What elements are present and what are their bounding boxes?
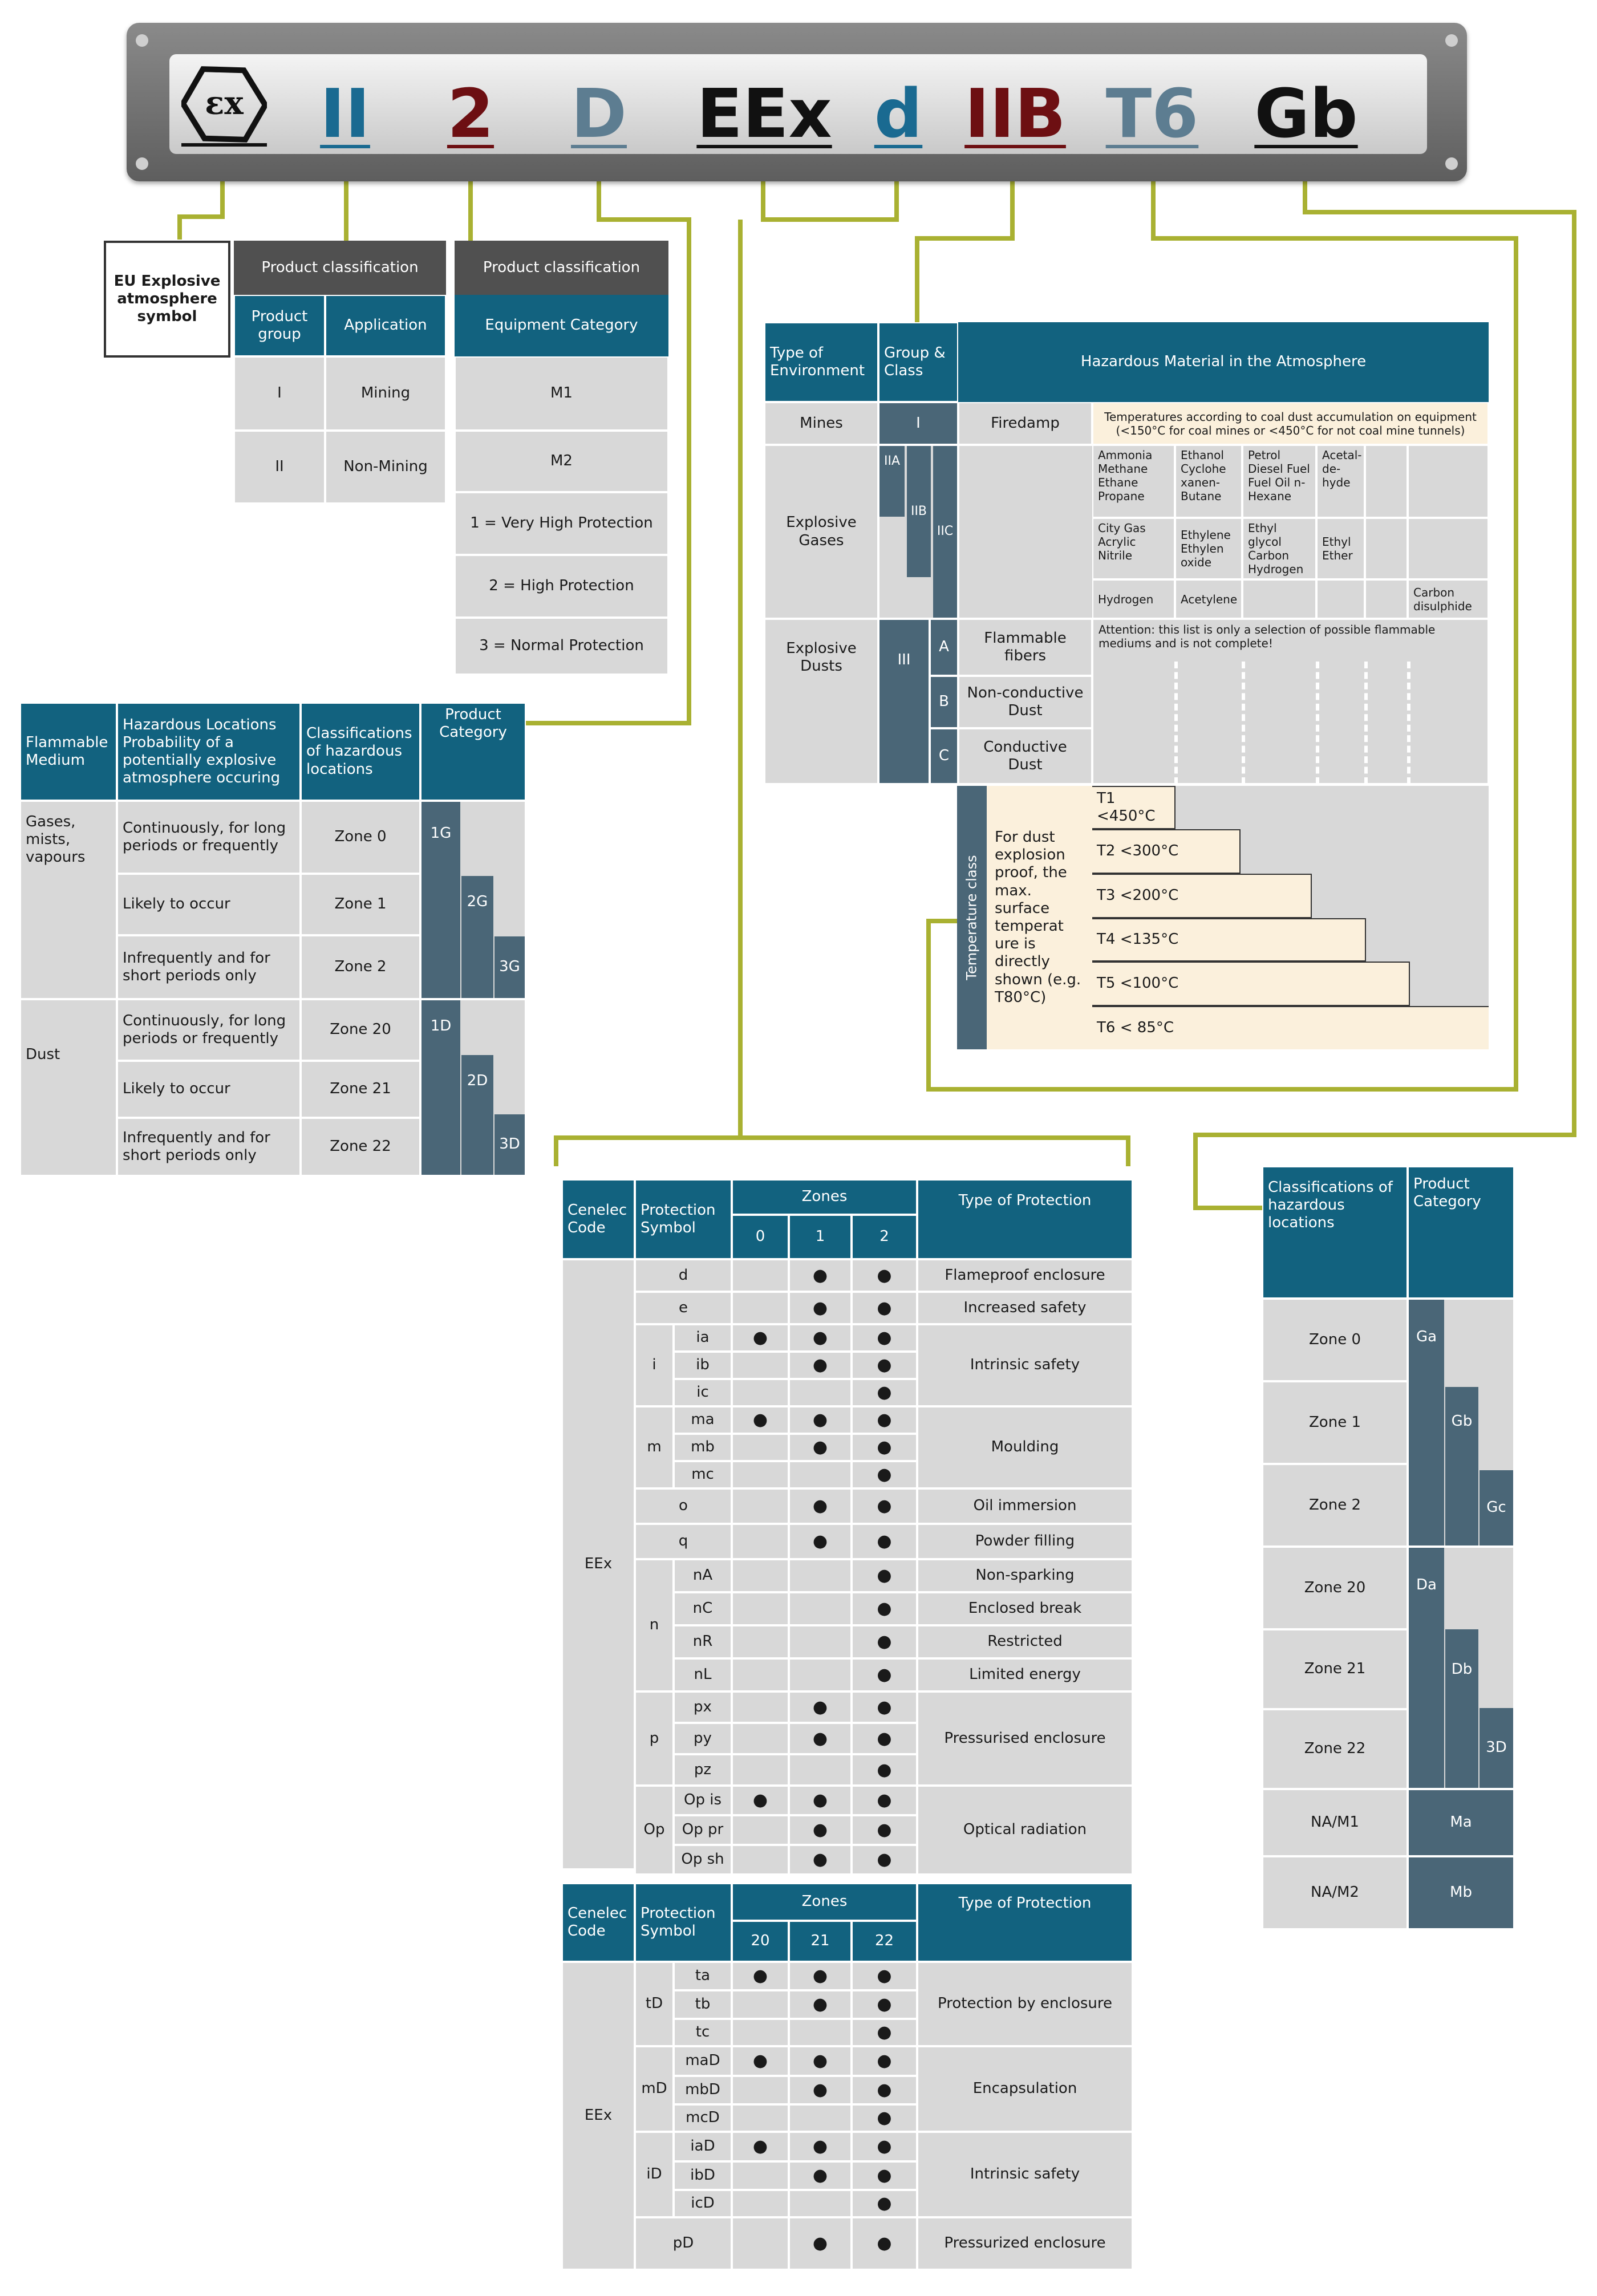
protection-type: Non-sparking [917,1559,1133,1592]
gas-empty-cell [1365,579,1408,619]
protection-type: Increased safety [917,1292,1133,1324]
zone-dot: ● [852,1406,917,1434]
epl-level-ga: Ga [1409,1300,1444,1545]
equipment-category-row: 1 = Very High Protection [455,492,668,555]
zone-dot: ● [852,1488,917,1524]
temperature-class-t3: T3 <200°C [1092,874,1312,918]
epl-zone: Zone 2 [1262,1464,1408,1547]
equipment-category-row: 2 = High Protection [455,555,668,618]
epl-zone: Zone 21 [1262,1629,1408,1709]
zone-dot: ● [852,2104,917,2132]
gas-iia-substance: Petrol Diesel Fuel Fuel Oil n-Hexane [1242,445,1316,518]
equipment-category-row: M1 [455,356,668,431]
pg-cenelec-code: EEx [562,1259,635,1869]
pd-header-zones: Zones [732,1883,917,1921]
zone-dot: ● [789,1691,852,1723]
zone-empty [732,1625,789,1658]
gas-temperature-note: Temperatures according to coal dust accumulation on equipment (<150°C for coal mines or <450°C for not coal mine tunnels) [1092,402,1489,445]
zone-dot: ● [732,1962,789,1990]
screw-icon [136,34,148,47]
zone-empty [789,2104,852,2132]
zone-dot: ● [852,1352,917,1379]
protection-symbol: ib [674,1352,732,1379]
epl-header-classification: Classifications of hazardous locations [1262,1166,1408,1299]
zone-empty [732,1691,789,1723]
epl-level-3d: 3D [1480,1708,1513,1788]
gas-header-material: Hazardous Material in the Atmosphere [958,322,1489,402]
zone-dot: ● [852,1845,917,1875]
dust-group-iii: III [878,619,930,784]
gas-empty-cell [1365,445,1408,518]
epl-zone: Zone 20 [1262,1547,1408,1629]
protection-group: m [635,1406,674,1488]
zones-row-probability: Continuously, for long periods or frequently [117,999,301,1061]
protection-type: Intrinsic safety [917,1324,1133,1406]
zone-dot: ● [789,1352,852,1379]
pd-header-zone-21: 21 [789,1921,852,1962]
epl-level-mb: Mb [1408,1856,1514,1929]
zone-empty [732,1815,789,1845]
epl-zone: NA/M1 [1262,1789,1408,1856]
protection-symbol: py [674,1723,732,1754]
epl-zone: NA/M2 [1262,1856,1408,1929]
protection-group: mD [635,2046,674,2132]
equipment-category-header: Equipment Category [455,295,668,356]
zone-empty [732,1434,789,1461]
protection-type: Oil immersion [917,1488,1133,1524]
zones-row-zone: Zone 22 [301,1118,420,1176]
protection-group: n [635,1559,674,1691]
protection-group: p [635,1691,674,1786]
zone-dot: ● [852,1691,917,1723]
gas-group-iib: IIB [907,446,931,577]
zone-empty [732,1990,789,2019]
zone-dot: ● [789,2161,852,2190]
marking-code-category: 2 [447,74,494,153]
pg-header-zone-1: 1 [789,1215,852,1259]
zone-empty [732,1524,789,1559]
protection-symbol: q [635,1524,732,1559]
zone-empty [732,1292,789,1324]
zone-dot: ● [852,1292,917,1324]
zone-dot: ● [852,1990,917,2019]
epl-level-db: Db [1445,1629,1478,1788]
zones-row-zone: Zone 21 [301,1061,420,1118]
zone-dot: ● [789,1434,852,1461]
gas-mines-group: I [878,402,958,445]
pg-header-zones: Zones [732,1179,917,1215]
zones-row-zone: Zone 0 [301,801,420,874]
protection-type: Limited energy [917,1658,1133,1691]
zone-dot: ● [789,2217,852,2270]
zone-dot: ● [852,1658,917,1691]
pd-cenelec-code: EEx [562,1962,635,2270]
dashed-divider [1364,662,1368,784]
zone-dot: ● [852,2076,917,2104]
protection-type: Optical radiation [917,1786,1133,1875]
protection-symbol: tc [674,2019,732,2046]
zone-dot: ● [789,1524,852,1559]
marking-code-gas-group: IIB [964,74,1066,153]
zone-dot: ● [852,1962,917,1990]
temperature-class-t1: T1 <450°C [1092,786,1176,829]
gas-header-group: Group & Class [878,322,958,402]
eu-symbol-label: EU Explosive atmosphere symbol [104,241,230,358]
marking-code-temp-class: T6 [1105,74,1199,153]
zone-dot: ● [789,1962,852,1990]
temperature-class-t4: T4 <135°C [1092,918,1366,962]
protection-type: Intrinsic safety [917,2132,1133,2217]
temperature-class-t6: T6 < 85°C [1092,1006,1489,1049]
zones-row-probability: Infrequently and for short periods only [117,1118,301,1176]
zone-empty [732,1379,789,1406]
dust-class-name: Non-conductive Dust [958,676,1092,728]
category-2g: 2G [461,876,493,998]
pd-header-symbol: Protection Symbol [635,1883,732,1962]
zone-dot: ● [852,2161,917,2190]
zone-dot: ● [852,1815,917,1845]
pg-header-type: Type of Protection [917,1179,1133,1259]
zone-dot: ● [852,2132,917,2161]
zone-empty [732,1845,789,1875]
zone-dot: ● [789,1815,852,1845]
zone-empty [732,1488,789,1524]
zones-row-zone: Zone 2 [301,935,420,999]
protection-group: Op [635,1786,674,1875]
protection-group: iD [635,2132,674,2217]
zone-empty [732,1754,789,1786]
marking-code-epl: Gb [1254,74,1358,153]
zone-empty [789,2190,852,2217]
temperature-class-t5: T5 <100°C [1092,962,1410,1006]
temperature-class-bar [957,786,987,1049]
equipment-category-row: 3 = Normal Protection [455,618,668,675]
protection-symbol: nR [674,1625,732,1658]
zone-dot: ● [789,1786,852,1815]
zone-dot: ● [789,1259,852,1292]
zone-dot: ● [852,1625,917,1658]
zone-dot: ● [852,1559,917,1592]
protection-symbol: mbD [674,2076,732,2104]
marking-code-eex: EEx [696,74,832,153]
category-1d: 1D [421,1000,460,1175]
zone-empty [789,1658,852,1691]
zones-header-probability: Hazardous Locations Probability of a potentially explosive atmosphere occuring [117,703,301,801]
protection-symbol: ma [674,1406,732,1434]
product-group-title: Product classification [234,241,446,295]
zone-empty [732,2019,789,2046]
protection-symbol: icD [674,2190,732,2217]
protection-symbol: Op is [674,1786,732,1815]
protection-symbol: mc [674,1461,732,1488]
epl-header-category: Product Category [1408,1166,1514,1299]
temperature-class-label: Temperature class [964,855,980,980]
zone-dot: ● [789,1488,852,1524]
zone-empty [732,1592,789,1625]
zone-dot: ● [789,1324,852,1352]
protection-type: Pressurised enclosure [917,1691,1133,1786]
zone-empty [732,2104,789,2132]
protection-symbol: Op pr [674,1815,732,1845]
dust-class-code: B [930,676,958,728]
gas-iib-substance: Ethylene Ethylen oxide [1175,518,1242,579]
temperature-class-t2: T2 <300°C [1092,829,1241,874]
product-group-row-1-application: Mining [325,356,446,431]
pg-header-zone-2: 2 [852,1215,917,1259]
pd-header-zone-22: 22 [852,1921,917,1962]
zone-dot: ● [852,1786,917,1815]
zone-dot: ● [789,2046,852,2076]
pd-header-zone-20: 20 [732,1921,789,1962]
zone-empty [732,2161,789,2190]
protection-symbol: ta [674,1962,732,1990]
temperature-class-note: For dust explosion proof, the max. surface temperat ure is directly shown (e.g. T80°C) [987,786,1092,1049]
zones-row-probability: Continuously, for long periods or frequently [117,801,301,874]
dashed-divider [1174,662,1178,784]
zone-dot: ● [789,1990,852,2019]
screw-icon [1445,157,1458,170]
zone-dot: ● [852,1259,917,1292]
zone-dot: ● [852,2217,917,2270]
gas-group-iia: IIA [879,446,905,517]
marking-code-atmosphere: D [571,74,627,153]
zone-dot: ● [789,1292,852,1324]
gas-empty-cell [1242,579,1316,619]
gas-mines-label: Mines [764,402,878,445]
zone-dot: ● [852,1524,917,1559]
protection-type: Flameproof enclosure [917,1259,1133,1292]
zone-empty [789,1754,852,1786]
product-group-row-2-application: Non-Mining [325,431,446,504]
zone-dot: ● [732,1324,789,1352]
zone-dot: ● [732,2132,789,2161]
category-1g: 1G [421,802,460,998]
zone-dot: ● [852,1723,917,1754]
gas-header-environment: Type of Environment [764,322,878,402]
gas-firedamp: Firedamp [958,402,1092,445]
zones-row-probability: Likely to occur [117,1061,301,1118]
dust-class-name: Flammable fibers [958,619,1092,676]
pd-header-type: Type of Protection [917,1883,1133,1962]
category-3d: 3D [494,1114,525,1175]
category-3g: 3G [494,936,525,998]
gas-explosive-dusts-label: Explosive Dusts [764,619,878,784]
zones-header-medium: Flammable Medium [20,703,117,801]
dust-class-code: C [930,728,958,784]
epl-zone: Zone 1 [1262,1381,1408,1464]
zone-empty [732,1352,789,1379]
equipment-category-row: M2 [455,431,668,492]
zone-empty [789,2019,852,2046]
zones-header-category: Product Category [420,703,526,801]
zone-dot: ● [852,1324,917,1352]
epl-zone: Zone 22 [1262,1709,1408,1789]
product-group-row-2-group: II [234,431,325,504]
zone-empty [789,1461,852,1488]
zone-empty [732,2190,789,2217]
protection-symbol: nL [674,1658,732,1691]
zone-dot: ● [852,2190,917,2217]
protection-symbol: e [635,1292,732,1324]
zone-dot: ● [852,1379,917,1406]
protection-group: tD [635,1962,674,2046]
gas-iic-substance: Carbon disulphide [1408,579,1489,619]
gas-explosive-gases-label: Explosive Gases [764,445,878,619]
zone-dot: ● [852,2046,917,2076]
gas-iia-substance: Ethanol Cyclohe xanen-Butane [1175,445,1242,518]
epl-level-gb: Gb [1445,1387,1478,1545]
zone-dot: ● [789,2076,852,2104]
gas-empty-cell [1365,518,1408,579]
zone-dot: ● [732,2046,789,2076]
protection-type: Moulding [917,1406,1133,1488]
protection-symbol: ia [674,1324,732,1352]
gas-iib-substance: Ethyl glycol Carbon Hydrogen [1242,518,1316,579]
marking-code-group: II [320,74,370,153]
category-2d: 2D [461,1055,493,1175]
svg-text:εx: εx [205,84,244,122]
dust-attention-note: Attention: this list is only a selection of possible flammable mediums and is not complete! [1099,623,1436,650]
zone-empty [789,1592,852,1625]
equipment-category-title: Product classification [455,241,668,295]
zones-medium-dust: Dust [20,999,117,1176]
gas-empty-cell [1316,579,1365,619]
zone-dot: ● [852,1592,917,1625]
zone-dot: ● [789,1845,852,1875]
product-group-row-1-group: I [234,356,325,431]
epl-level-gc: Gc [1480,1470,1513,1545]
protection-symbol: maD [674,2046,732,2076]
gas-iib-substance: City Gas Acrylic Nitrile [1092,518,1175,579]
protection-symbol: ibD [674,2161,732,2190]
gas-empty-cell [1408,445,1489,518]
zones-row-probability: Infrequently and for short periods only [117,935,301,999]
zone-empty [789,1379,852,1406]
zone-dot: ● [732,1406,789,1434]
pg-header-symbol: Protection Symbol [635,1179,732,1259]
protection-symbol: iaD [674,2132,732,2161]
zones-row-probability: Likely to occur [117,874,301,935]
dust-class-code: A [930,619,958,676]
zone-empty [732,1559,789,1592]
zone-dot: ● [732,1786,789,1815]
pg-header-zone-0: 0 [732,1215,789,1259]
protection-symbol: nC [674,1592,732,1625]
dashed-divider [1316,662,1319,784]
zone-empty [732,2076,789,2104]
zones-header-classification: Classifications of hazardous locations [301,703,420,801]
protection-type: Protection by enclosure [917,1962,1133,2046]
protection-symbol: mcD [674,2104,732,2132]
epl-level-da: Da [1409,1548,1444,1788]
marking-code-protection: d [874,74,923,153]
dashed-divider [1242,662,1245,784]
zones-row-zone: Zone 1 [301,874,420,935]
zone-empty [789,1559,852,1592]
zone-empty [732,2217,789,2270]
protection-symbol: d [635,1259,732,1292]
zone-dot: ● [789,1406,852,1434]
gas-iia-substance: Ammonia Methane Ethane Propane [1092,445,1175,518]
protection-type: Restricted [917,1625,1133,1658]
gas-iia-substance: Acetal-de-hyde [1316,445,1365,518]
zone-dot: ● [789,1723,852,1754]
protection-symbol: pD [635,2217,732,2270]
protection-symbol: Op sh [674,1845,732,1875]
zone-dot: ● [852,1754,917,1786]
gas-iib-substance: Ethyl Ether [1316,518,1365,579]
epl-zone: Zone 0 [1262,1299,1408,1381]
protection-symbol: pz [674,1754,732,1786]
protection-type: Enclosed break [917,1592,1133,1625]
screw-icon [1445,34,1458,47]
gas-empty-cell [1408,518,1489,579]
protection-symbol: tb [674,1990,732,2019]
gas-iic-substance: Hydrogen [1092,579,1175,619]
screw-icon [136,157,148,170]
zones-medium-gases: Gases, mists, vapours [20,801,117,999]
dashed-divider [1407,662,1410,784]
ex-hexagon-icon [181,62,267,147]
protection-symbol: nA [674,1559,732,1592]
gas-group-iic: IIC [933,446,957,618]
epl-level-ma: Ma [1408,1789,1514,1856]
product-group-col-application: Application [325,295,446,356]
zone-dot: ● [852,2019,917,2046]
protection-group: i [635,1324,674,1406]
protection-type: Powder filling [917,1524,1133,1559]
protection-type: Pressurized enclosure [917,2217,1133,2270]
protection-symbol: mb [674,1434,732,1461]
zone-dot: ● [789,2132,852,2161]
protection-symbol: px [674,1691,732,1723]
zone-empty [732,1723,789,1754]
zones-row-zone: Zone 20 [301,999,420,1061]
dust-class-name: Conductive Dust [958,728,1092,784]
protection-symbol: o [635,1488,732,1524]
protection-type: Encapsulation [917,2046,1133,2132]
gas-iic-substance: Acetylene [1175,579,1242,619]
zone-empty [789,1625,852,1658]
zone-empty [732,1461,789,1488]
product-group-col-group: Product group [234,295,325,356]
pg-header-code: Cenelec Code [562,1179,635,1259]
zone-dot: ● [852,1461,917,1488]
zone-empty [732,1658,789,1691]
zone-dot: ● [852,1434,917,1461]
zone-empty [732,1259,789,1292]
protection-symbol: ic [674,1379,732,1406]
pd-header-code: Cenelec Code [562,1883,635,1962]
